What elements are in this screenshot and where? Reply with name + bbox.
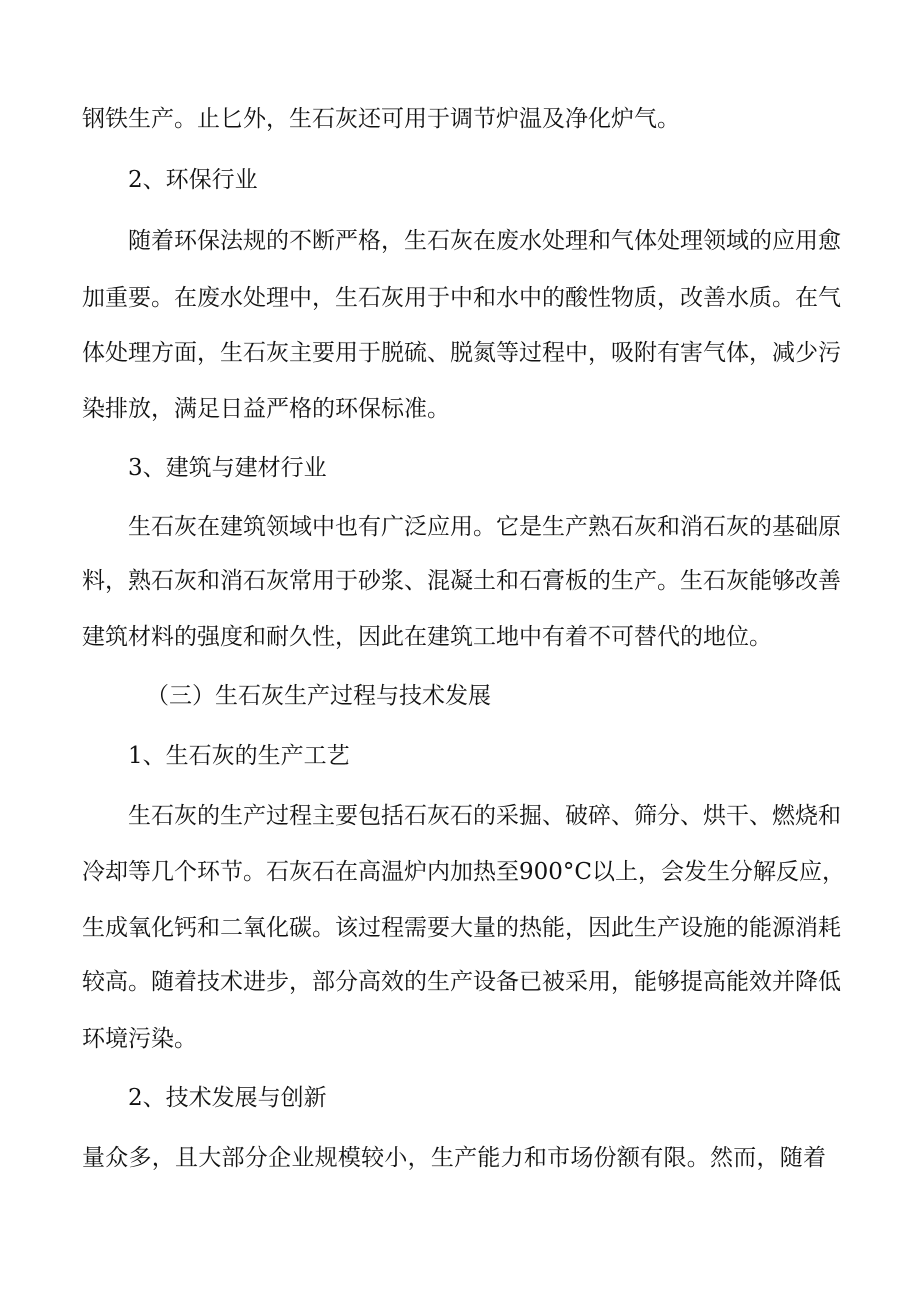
paragraph-line: 生成氧化钙和二氧化碳。该过程需要大量的热能，因此生产设施的能源消耗 xyxy=(82,915,841,941)
paragraph-line: 较高。随着技术进步，部分高效的生产设备已被采用，能够提高能效并降低 xyxy=(82,969,841,995)
section-heading: （三）生石灰生产过程与技术发展 xyxy=(146,683,491,709)
paragraph-line: 环境污染。 xyxy=(82,1026,197,1052)
paragraph-line: 加重要。在废水处理中，生石灰用于中和水中的酸性物质，改善水质。在气 xyxy=(82,285,841,311)
subheading-construction-industry: 3、建筑与建材行业 xyxy=(128,455,327,481)
paragraph-line: 建筑材料的强度和耐久性，因此在建筑工地中有着不可替代的地位。 xyxy=(82,624,772,650)
subheading-tech-innovation: 2、技术发展与创新 xyxy=(128,1085,327,1111)
paragraph-line: 随着环保法规的不断严格，生石灰在废水处理和气体处理领域的应用愈 xyxy=(128,228,841,254)
paragraph-line: 体处理方面，生石灰主要用于脱硫、脱氮等过程中，吸附有害气体，减少污 xyxy=(82,340,841,366)
subheading-environmental-industry: 2、环保行业 xyxy=(128,167,258,193)
subheading-production-process: 1、生石灰的生产工艺 xyxy=(128,743,350,769)
paragraph-line: 料，熟石灰和消石灰常用于砂浆、混凝土和石膏板的生产。生石灰能够改善 xyxy=(82,568,841,594)
paragraph-line: 生石灰在建筑领域中也有广泛应用。它是生产熟石灰和消石灰的基础原 xyxy=(128,514,841,540)
paragraph-line: 冷却等几个环节。石灰石在高温炉内加热至900°C以上，会发生分解反应， xyxy=(82,859,845,885)
paragraph-line: 生石灰的生产过程主要包括石灰石的采掘、破碎、筛分、烘干、燃烧和 xyxy=(128,803,841,829)
paragraph-continuation-line: 钢铁生产。止匕外，生石灰还可用于调节炉温及净化炉气。 xyxy=(82,106,680,132)
paragraph-line: 量众多，且大部分企业规模较小，生产能力和市场份额有限。然而，随着 xyxy=(82,1145,826,1171)
paragraph-line: 染排放，满足日益严格的环保标准。 xyxy=(82,396,450,422)
